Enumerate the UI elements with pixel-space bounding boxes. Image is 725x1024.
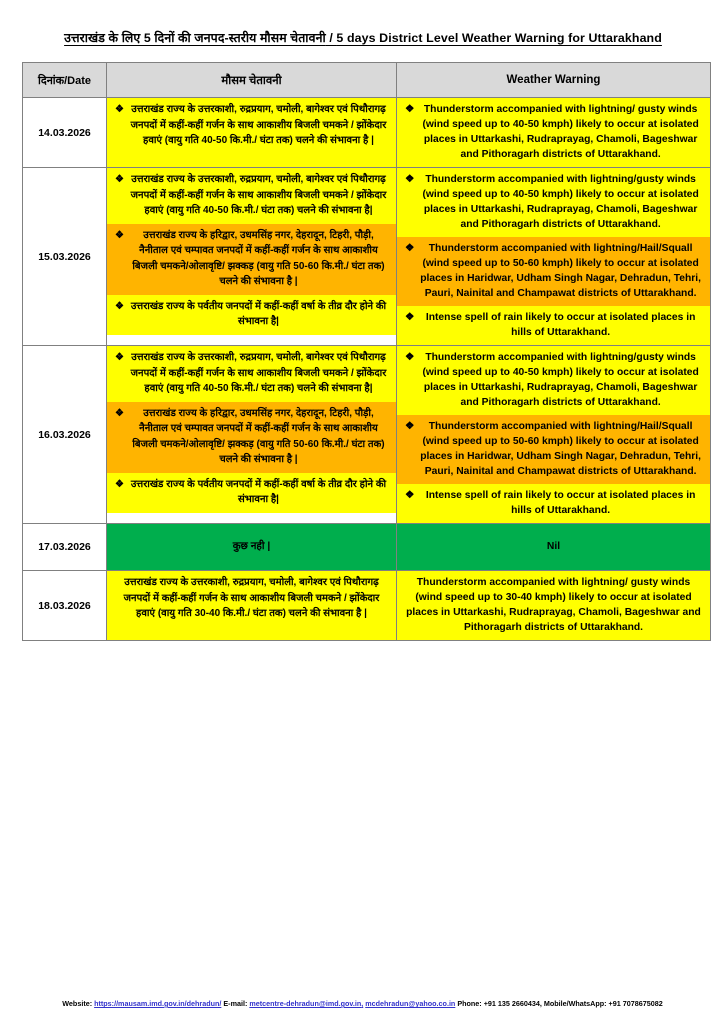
warning-block-yellow [397, 98, 710, 167]
diamond-bullet-icon: ❖ [405, 352, 415, 363]
warning-text: Thunderstorm accompanied with lightning/Hail/Squall (wind speed up to 50-60 kmph) likely to occur at isolated places in Haridwar, Udham Singh Nagar, Dehradun, Tehri, Pauri, Nainital and Champawat districts of Uttarakhand. [420, 421, 701, 477]
cell-english-warning [397, 524, 711, 571]
warning-block-yellow [397, 168, 710, 237]
warning-block-yellow [397, 571, 710, 640]
footer-email-link-2[interactable]: mcdehradun@yahoo.co.in [365, 999, 456, 1008]
diamond-bullet-icon: ❖ [405, 312, 415, 323]
diamond-bullet-icon: ❖ [115, 478, 124, 490]
warning-text: कुछ नही | [232, 540, 271, 552]
table-row [23, 168, 711, 346]
warning-block-yellow [107, 473, 396, 513]
warning-block-yellow [397, 484, 710, 523]
warning-text: उत्तराखंड राज्य के उत्तरकाशी, रुद्रप्रयाग, चमोली, बागेश्वर एवं पिथौरागढ़ जनपदों में कहीं-कहीं गर्जन के साथ आकाशीय बिजली चमकने / झोंकेदार हवाएं (वायु गति 40-50 कि.मी./ घंटा तक) चलने की संभावना है| [130, 174, 387, 216]
footer-website-link[interactable]: https://mausam.imd.gov.in/dehradun/ [94, 999, 222, 1008]
diamond-bullet-icon: ❖ [115, 104, 124, 115]
column-header-english-warning: Weather Warning [397, 63, 711, 98]
warning-text: Thunderstorm accompanied with lightning/ gusty winds (wind speed up to 40-50 kmph) likely to occur at isolated places in Uttarkashi, Rudraprayag, Chamoli, Bageshwar and Pithoragarh districts of Uttarakhand. [422, 104, 699, 160]
page-title-separator: / [325, 31, 337, 45]
warning-text: उत्तराखंड राज्य के उत्तरकाशी, रुद्रप्रयाग, चमोली, बागेश्वर एवं पिथौरागढ़ जनपदों में कहीं-कहीं गर्जन के साथ आकाशीय बिजली चमकने / झोंकेदार हवाएं (वायु गति 30-40 कि.मी./ घंटा तक) चलने की संभावना है | [123, 577, 380, 619]
cell-date [23, 571, 107, 641]
cell-hindi-warning [107, 168, 397, 346]
table-row [23, 524, 711, 571]
page-footer [0, 999, 725, 1009]
diamond-bullet-icon: ❖ [115, 407, 124, 419]
date-value: 18.03.2026 [38, 599, 91, 612]
weather-warning-table [22, 62, 711, 641]
diamond-bullet-icon: ❖ [115, 229, 124, 241]
warning-text: Thunderstorm accompanied with lightning/Hail/Squall (wind speed up to 50-60 kmph) likely to occur at isolated places in Haridwar, Udham Singh Nagar, Dehradun, Tehri, Pauri, Nainital and Champawat districts of Uttarakhand. [420, 243, 701, 299]
date-value: 15.03.2026 [38, 250, 91, 263]
table-header-row [23, 63, 711, 98]
page-title-english: 5 days District Level Weather Warning for Uttarakhand [336, 31, 662, 45]
diamond-bullet-icon: ❖ [115, 352, 124, 363]
date-value: 14.03.2026 [38, 126, 91, 139]
diamond-bullet-icon: ❖ [115, 300, 124, 312]
page-title [32, 30, 694, 46]
table-row [23, 571, 711, 641]
diamond-bullet-icon: ❖ [405, 490, 415, 501]
table-header [23, 63, 711, 98]
column-header-date: दिनांक/Date [23, 63, 107, 98]
warning-block-green [107, 524, 396, 570]
warning-text: उत्तराखंड राज्य के उत्तरकाशी, रुद्रप्रयाग, चमोली, बागेश्वर एवं पिथौरागढ़ जनपदों में कहीं-कहीं गर्जन के साथ आकाशीय बिजली चमकने / झोंकेदार हवाएं (वायु गति 40-50 कि.मी./ घंटा तक) चलने की संभावना है| [130, 352, 387, 394]
diamond-bullet-icon: ❖ [405, 421, 415, 432]
diamond-bullet-icon: ❖ [405, 174, 415, 185]
warning-block-green [397, 524, 710, 570]
cell-hindi-warning [107, 571, 397, 641]
warning-block-yellow [397, 306, 710, 345]
warning-block-orange [397, 237, 710, 306]
warning-text: Intense spell of rain likely to occur at isolated places in hills of Uttarakhand. [425, 490, 696, 516]
footer-website-label: Website: [62, 999, 93, 1008]
cell-english-warning [397, 98, 711, 168]
diamond-bullet-icon: ❖ [405, 243, 415, 254]
date-value: 16.03.2026 [38, 428, 91, 441]
footer-email-link-1[interactable]: metcentre-dehradun@imd.gov.in [249, 999, 362, 1008]
warning-text: Thunderstorm accompanied with lightning/ gusty winds (wind speed up to 30-40 kmph) likely to occur at isolated places in Uttarkashi, Rudraprayag, Chamoli, Bageshwar and Pithoragarh districts of Uttarakhand. [406, 577, 701, 633]
cell-hindi-warning [107, 346, 397, 524]
warning-block-orange [397, 415, 710, 484]
warning-block-yellow [107, 346, 396, 402]
footer-email-label: E-mail: [223, 999, 248, 1008]
table-body [23, 98, 711, 641]
footer-email-separator: , [361, 999, 364, 1008]
cell-english-warning [397, 571, 711, 641]
warning-block-yellow [107, 571, 396, 627]
cell-date [23, 524, 107, 571]
diamond-bullet-icon: ❖ [405, 104, 415, 115]
table-row [23, 98, 711, 168]
diamond-bullet-icon: ❖ [115, 174, 124, 185]
warning-text: Nil [546, 540, 561, 552]
footer-mobile-number: +91 7078675082 [608, 999, 663, 1008]
column-header-hindi-warning: मौसम चेतावनी [107, 63, 397, 98]
warning-block-orange [107, 402, 396, 473]
warning-text: उत्तराखंड राज्य के उत्तरकाशी, रुद्रप्रयाग, चमोली, बागेश्वर एवं पिथौरागढ़ जनपदों में कहीं-कहीं गर्जन के साथ आकाशीय बिजली चमकने / झोंकेदार हवाएं (वायु गति 40-50 कि.मी./ घंटा तक) चलने की संभावना है | [130, 104, 387, 146]
warning-block-yellow [107, 98, 396, 154]
cell-date [23, 98, 107, 168]
warning-block-yellow [107, 168, 396, 224]
cell-date [23, 168, 107, 346]
date-value: 17.03.2026 [38, 541, 91, 553]
table-row [23, 346, 711, 524]
warning-text: उत्तराखंड राज्य के हरिद्वार, उधमसिंह नगर, देहरादून, टिहरी, पौड़ी, नैनीताल एवं चम्पावत जनपदों में कहीं-कहीं गर्जन के साथ आकाशीय बिजली चमकने/ओलावृष्टि/ झक्कड़ (वायु गति 50-60 कि.मी./ घंटा तक) चलने की संभावना है | [132, 229, 385, 287]
warning-text: उत्तराखंड राज्य के पर्वतीय जनपदों में कहीं-कहीं वर्षा के तीव्र दौर होने की संभावना है| [130, 478, 387, 505]
page-title-hindi: उत्तराखंड के लिए 5 दिनों की जनपद-स्तरीय मौसम चेतावनी [64, 31, 326, 45]
footer-phone-number: +91 135 2660434, [483, 999, 542, 1008]
cell-english-warning [397, 168, 711, 346]
warning-text: Intense spell of rain likely to occur at isolated places in hills of Uttarakhand. [425, 312, 696, 338]
footer-mobile-label: Mobile/WhatsApp: [543, 999, 607, 1008]
cell-date [23, 346, 107, 524]
warning-text: Thunderstorm accompanied with lightning/gusty winds (wind speed up to 40-50 kmph) likely to occur at isolated places in Uttarkashi, Rudraprayag, Chamoli, Bageshwar and Pithoragarh districts of Uttarakhand. [422, 352, 699, 408]
warning-block-yellow [397, 346, 710, 415]
warning-text: Thunderstorm accompanied with lightning/gusty winds (wind speed up to 40-50 kmph) likely to occur at isolated places in Uttarkashi, Rudraprayag, Chamoli, Bageshwar and Pithoragarh districts of Uttarakhand. [422, 174, 699, 230]
cell-english-warning [397, 346, 711, 524]
warning-block-orange [107, 224, 396, 295]
cell-hindi-warning [107, 98, 397, 168]
cell-hindi-warning [107, 524, 397, 571]
warning-block-yellow [107, 295, 396, 335]
warning-text: उत्तराखंड राज्य के पर्वतीय जनपदों में कहीं-कहीं वर्षा के तीव्र दौर होने की संभावना है| [130, 300, 387, 327]
footer-phone-label: Phone: [457, 999, 482, 1008]
warning-text: उत्तराखंड राज्य के हरिद्वार, उधमसिंह नगर, देहरादून, टिहरी, पौड़ी, नैनीताल एवं चम्पावत जनपदों में कहीं-कहीं गर्जन के साथ आकाशीय बिजली चमकने/ओलावृष्टि/ झक्कड़ (वायु गति 50-60 कि.मी./ घंटा तक) चलने की संभावना है | [132, 407, 385, 465]
